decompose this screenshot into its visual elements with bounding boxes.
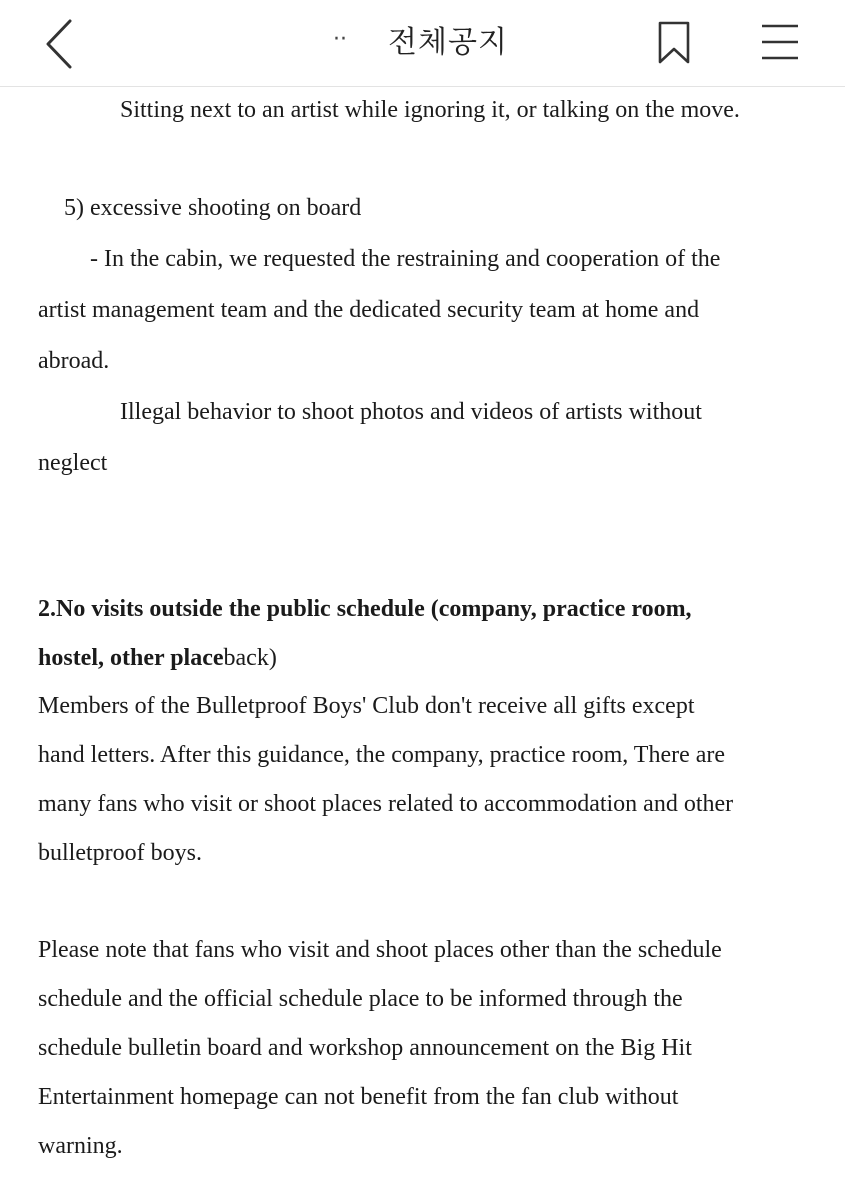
item5-line: - In the cabin, we requested the restraining and cooperation of the xyxy=(90,246,721,272)
paragraph-line: schedule and the official schedule place to be informed through the xyxy=(38,986,683,1012)
hamburger-menu-icon xyxy=(760,22,800,62)
section2-heading-rest: back) xyxy=(223,645,277,671)
back-button[interactable] xyxy=(40,18,80,70)
item5-line: abroad. xyxy=(38,348,110,374)
paragraph-line: warning. xyxy=(38,1133,123,1159)
page-title: 전체공지 xyxy=(388,25,508,60)
paragraph-line: bulletproof boys. xyxy=(38,840,202,866)
paragraph-line: schedule bulletin board and workshop announcement on the Big Hit xyxy=(38,1035,692,1061)
item5-line: Illegal behavior to shoot photos and videos of artists without xyxy=(120,399,702,425)
paragraph-line: hand letters. After this guidance, the company, practice room, There are xyxy=(38,742,726,768)
paragraph-line: Please note that fans who visit and shoot places other than the schedule xyxy=(38,937,722,963)
section2-heading: 2.No visits outside the public schedule (company, practice room, xyxy=(38,596,692,622)
menu-button[interactable] xyxy=(760,22,800,62)
paragraph-line: many fans who visit or shoot places related to accommodation and other xyxy=(38,791,734,817)
paragraph-line: Entertainment homepage can not benefit from the fan club without xyxy=(38,1084,679,1110)
section2-heading-bold: hostel, other place xyxy=(38,645,224,671)
top-app-bar xyxy=(0,0,845,87)
title-dots: ·· xyxy=(333,27,347,52)
item5-line: artist management team and the dedicated security team at home and xyxy=(38,297,700,323)
bookmark-button[interactable] xyxy=(655,20,693,66)
chevron-left-icon xyxy=(40,18,80,70)
section2-heading-cont xyxy=(38,643,277,673)
item5-title: 5) excessive shooting on board xyxy=(64,195,362,221)
paragraph-line: Members of the Bulletproof Boys' Club don't receive all gifts except xyxy=(38,693,695,719)
bookmark-icon xyxy=(655,20,693,66)
item5-line: neglect xyxy=(38,450,108,476)
intro-continuation: Sitting next to an artist while ignoring it, or talking on the move. xyxy=(120,97,740,123)
